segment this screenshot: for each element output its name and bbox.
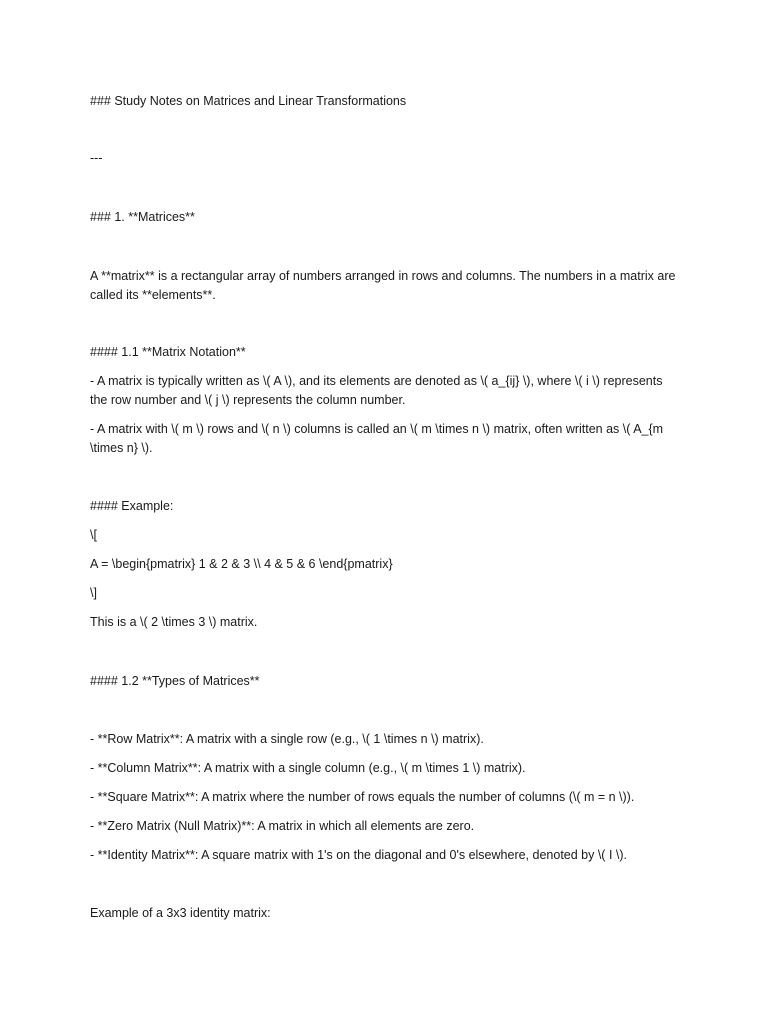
- list-item: - **Zero Matrix (Null Matrix)**: A matrix in which all elements are zero.: [90, 819, 475, 833]
- list-item: - **Identity Matrix**: A square matrix with 1's on the diagonal and 0's elsewhere, denoted by \( I \).: [90, 848, 627, 862]
- math-open: \[: [90, 528, 97, 542]
- document-title: ### Study Notes on Matrices and Linear Transformations: [90, 94, 407, 108]
- identity-example-label: Example of a 3x3 identity matrix:: [90, 906, 271, 920]
- subsection-1-2-heading: #### 1.2 **Types of Matrices**: [90, 674, 260, 688]
- math-expression: A = \begin{pmatrix} 1 & 2 & 3 \\ 4 & 5 & 6 \end{pmatrix}: [90, 557, 393, 571]
- subsection-1-1-heading: #### 1.1 **Matrix Notation**: [90, 345, 246, 359]
- math-close: \]: [90, 586, 97, 600]
- example-heading: #### Example:: [90, 499, 174, 513]
- example-note: This is a \( 2 \times 3 \) matrix.: [90, 615, 258, 629]
- section-1-heading: ### 1. **Matrices**: [90, 210, 195, 224]
- separator: ---: [90, 151, 103, 165]
- list-item: - **Row Matrix**: A matrix with a single row (e.g., \( 1 \times n \) matrix).: [90, 732, 484, 746]
- list-item: - **Square Matrix**: A matrix where the number of rows equals the number of columns (\( m = n \)).: [90, 790, 635, 804]
- list-item: - **Column Matrix**: A matrix with a single column (e.g., \( m \times 1 \) matrix).: [90, 761, 526, 775]
- notation-bullet-2: - A matrix with \( m \) rows and \( n \) columns is called an \( m \times n \) matrix, often written as \( A_{m \times n} \).: [90, 422, 664, 455]
- section-1-intro: A **matrix** is a rectangular array of numbers arranged in rows and columns. The numbers in a matrix are called its **elements**.: [90, 269, 676, 302]
- notation-bullet-1: - A matrix is typically written as \( A \), and its elements are denoted as \( a_{ij} \), where \( i \) represents the row number and \( j \) represents the column number.: [90, 374, 663, 407]
